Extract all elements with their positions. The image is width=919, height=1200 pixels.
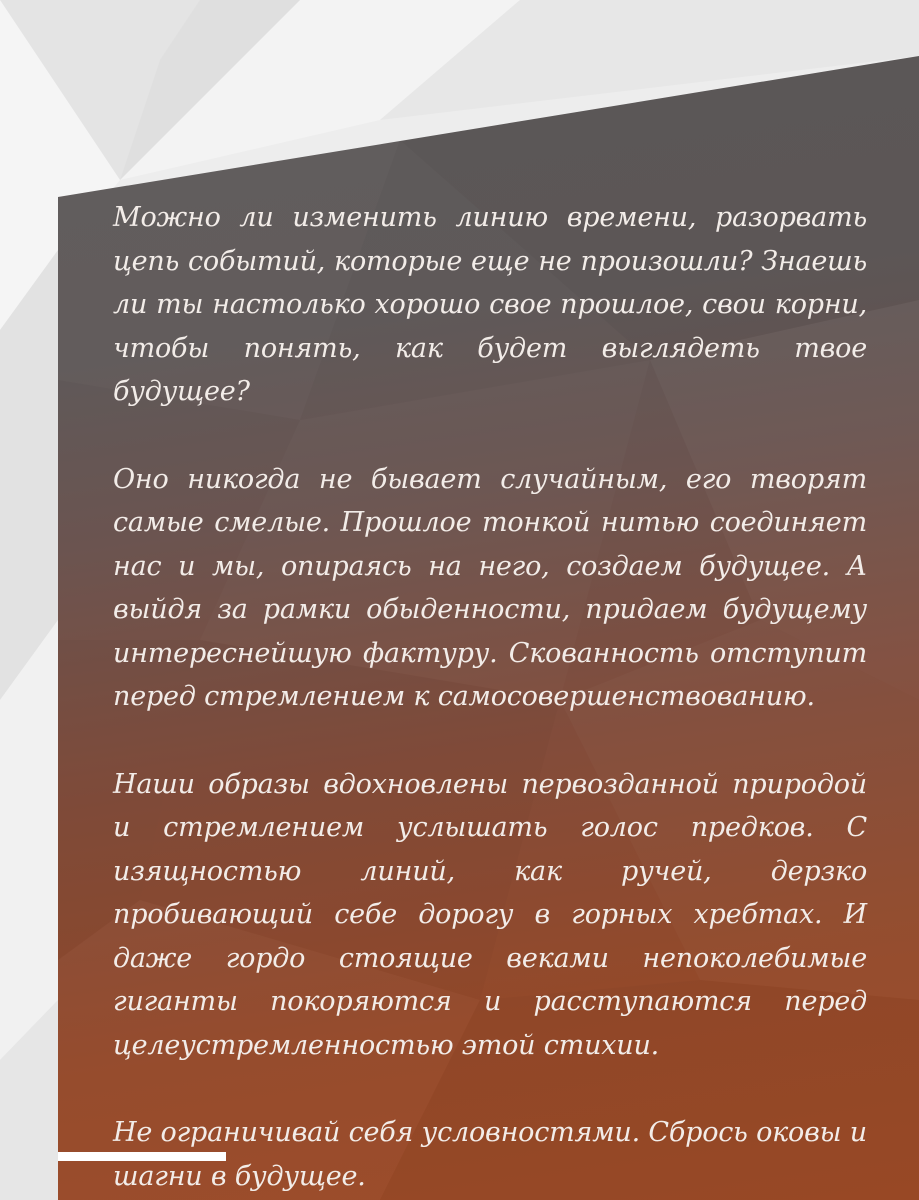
text-content bbox=[113, 196, 867, 1198]
paragraph-2: Оно никогда не бывает случайным, его творят самые смелые. Прошлое тонкой нитью соединяет нас и мы, опираясь на него, создаем будущее. А выйдя за рамки обыденности, придаем будущему интереснейшую фактуру. Скованность отступит перед стремлением к самосовершенствованию. bbox=[113, 463, 867, 712]
paragraph-4: Не ограничивай себя условностями. Сбрось оковы и шагни в будущее. bbox=[113, 1117, 867, 1192]
accent-bar bbox=[58, 1152, 226, 1161]
paragraph-1: Можно ли изменить линию времени, разорвать цепь событий, которые еще не произошли? Знаешь ли ты настолько хорошо свое прошлое, свои корни, чтобы понять, как будет выглядеть твое будущее? bbox=[113, 202, 867, 407]
paragraph-3: Наши образы вдохновлены первозданной природой и стремлением услышать голос предков. С изящностью линий, как ручей, дерзко пробивающий себе дорогу в горных хребтах. И даже гордо стоящие веками непоколебимые гиганты покоряются и расступаются перед целеустремленностью этой стихии. bbox=[113, 768, 867, 1061]
